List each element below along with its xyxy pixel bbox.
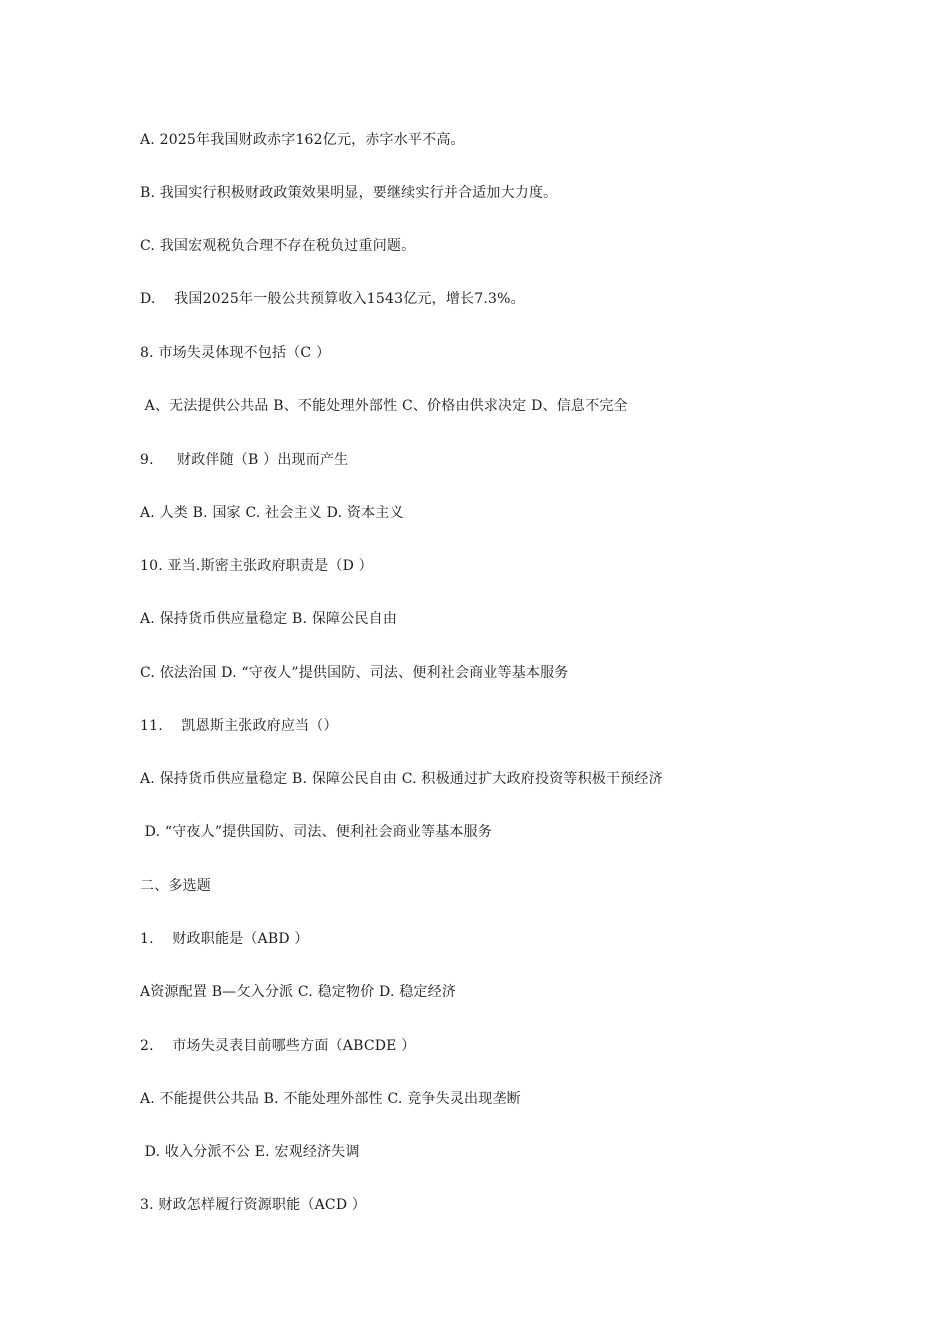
option-line: B. 我国实行积极财政政策效果明显，要继续实行并合适加大力度。: [140, 185, 558, 201]
option-line: C. 我国宏观税负合理不存在税负过重问题。: [140, 238, 416, 254]
option-line: A. 2025年我国财政赤字162亿元，赤字水平不高。: [140, 132, 465, 148]
option-line: A. 人类 B. 国家 C. 社会主义 D. 资本主义: [140, 505, 404, 521]
option-line: D. 我国2025年一般公共预算收入1543亿元，增长7.3%。: [140, 291, 525, 307]
question-line: 9. 财政伴随（B ）出现而产生: [140, 452, 349, 468]
option-line: C. 依法治国 D. “守夜人”提供国防、司法、便利社会商业等基本服务: [140, 665, 569, 681]
question-line: 11. 凯恩斯主张政府应当（）: [140, 718, 338, 734]
question-line: 10. 亚当.斯密主张政府职责是（D ）: [140, 558, 373, 574]
option-line: D. “守夜人”提供国防、司法、便利社会商业等基本服务: [140, 824, 492, 840]
option-line: A、无法提供公共品 B、不能处理外部性 C、价格由供求决定 D、信息不完全: [140, 398, 628, 414]
option-line: A. 保持货币供应量稳定 B. 保障公民自由 C. 积极通过扩大政府投资等积极干预经济: [140, 771, 663, 787]
section-heading: 二、多选题: [140, 878, 211, 894]
question-line: 8. 市场失灵体现不包括（C ）: [140, 345, 331, 361]
option-line: A资源配置 B—攵入分派 C. 稳定物价 D. 稳定经济: [140, 984, 457, 1000]
option-line: A. 保持货币供应量稳定 B. 保障公民自由: [140, 611, 398, 627]
question-line: 2. 市场失灵表目前哪些方面（ABCDE ）: [140, 1038, 416, 1054]
question-line: 3. 财政怎样履行资源职能（ACD ）: [140, 1197, 367, 1213]
option-line: A. 不能提供公共品 B. 不能处理外部性 C. 竞争失灵出现垄断: [140, 1091, 521, 1107]
question-line: 1. 财政职能是（ABD ）: [140, 931, 309, 947]
option-line: D. 收入分派不公 E. 宏观经济失调: [140, 1144, 360, 1160]
